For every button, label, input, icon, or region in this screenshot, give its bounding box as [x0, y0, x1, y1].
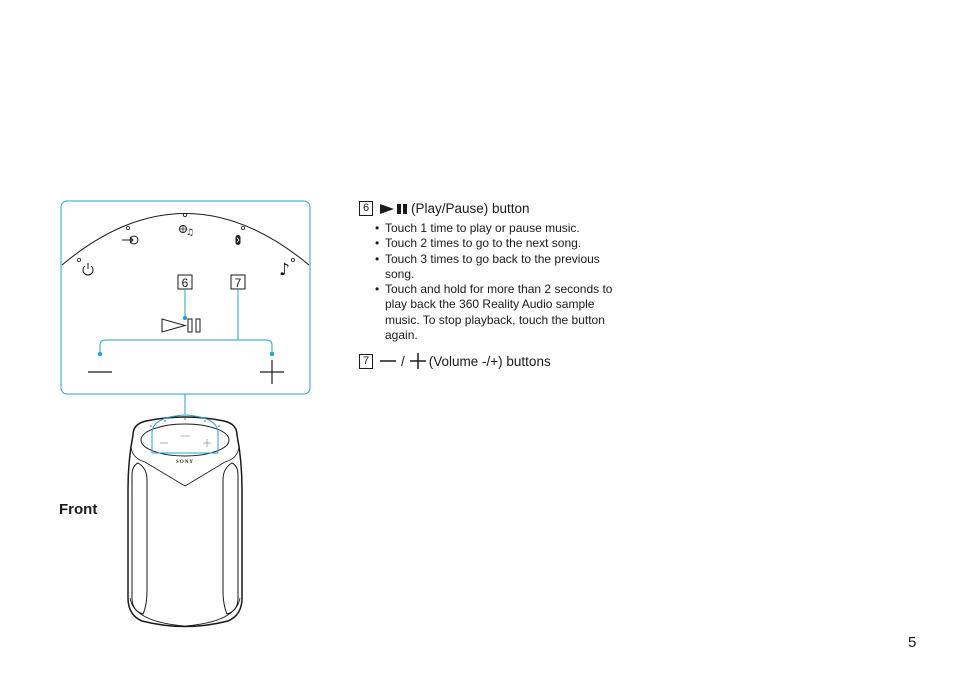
- list-item: • Touch 2 times to go to the next song.: [375, 236, 620, 251]
- plus-icon: [409, 353, 427, 369]
- item7-separator: /: [401, 353, 405, 369]
- callout-6-label: 6: [181, 276, 189, 290]
- page-number: 5: [908, 634, 917, 651]
- bluetooth-icon: [236, 235, 241, 245]
- volume-plus-icon: [260, 360, 284, 384]
- item6-heading: [359, 201, 530, 216]
- item7-number: 7: [359, 354, 373, 369]
- list-item: • Touch 3 times to go back to the previous song.: [375, 252, 620, 283]
- brand-logo: SONY: [176, 460, 194, 465]
- list-item: • Touch 1 time to play or pause music.: [375, 221, 620, 236]
- highlight-outline: [152, 415, 218, 453]
- speaker-body: [128, 417, 242, 627]
- play-pause-icon: [379, 203, 411, 215]
- item7-title: (Volume -/+) buttons: [428, 353, 551, 369]
- callout-7-label: 7: [234, 276, 242, 290]
- top-panel-arc: [62, 214, 309, 266]
- front-label: Front: [59, 501, 98, 518]
- play-pause-icon: [162, 319, 200, 332]
- input-icon: [122, 236, 138, 244]
- network-music-icon: [180, 226, 195, 239]
- minus-icon: [379, 353, 397, 369]
- svg-text:♫: ♫: [186, 228, 195, 238]
- item7-heading: [359, 353, 551, 369]
- music-note-icon: ♪: [279, 260, 290, 280]
- list-item: • Touch and hold for more than 2 seconds to play back the 360 Reality Audio sample music. To stop playback, touch the button again.: [375, 282, 620, 343]
- power-icon: [83, 263, 93, 275]
- item6-title: (Play/Pause) button: [411, 201, 530, 216]
- item6-bullet-list: [375, 221, 620, 343]
- item6-number: 6: [359, 201, 373, 216]
